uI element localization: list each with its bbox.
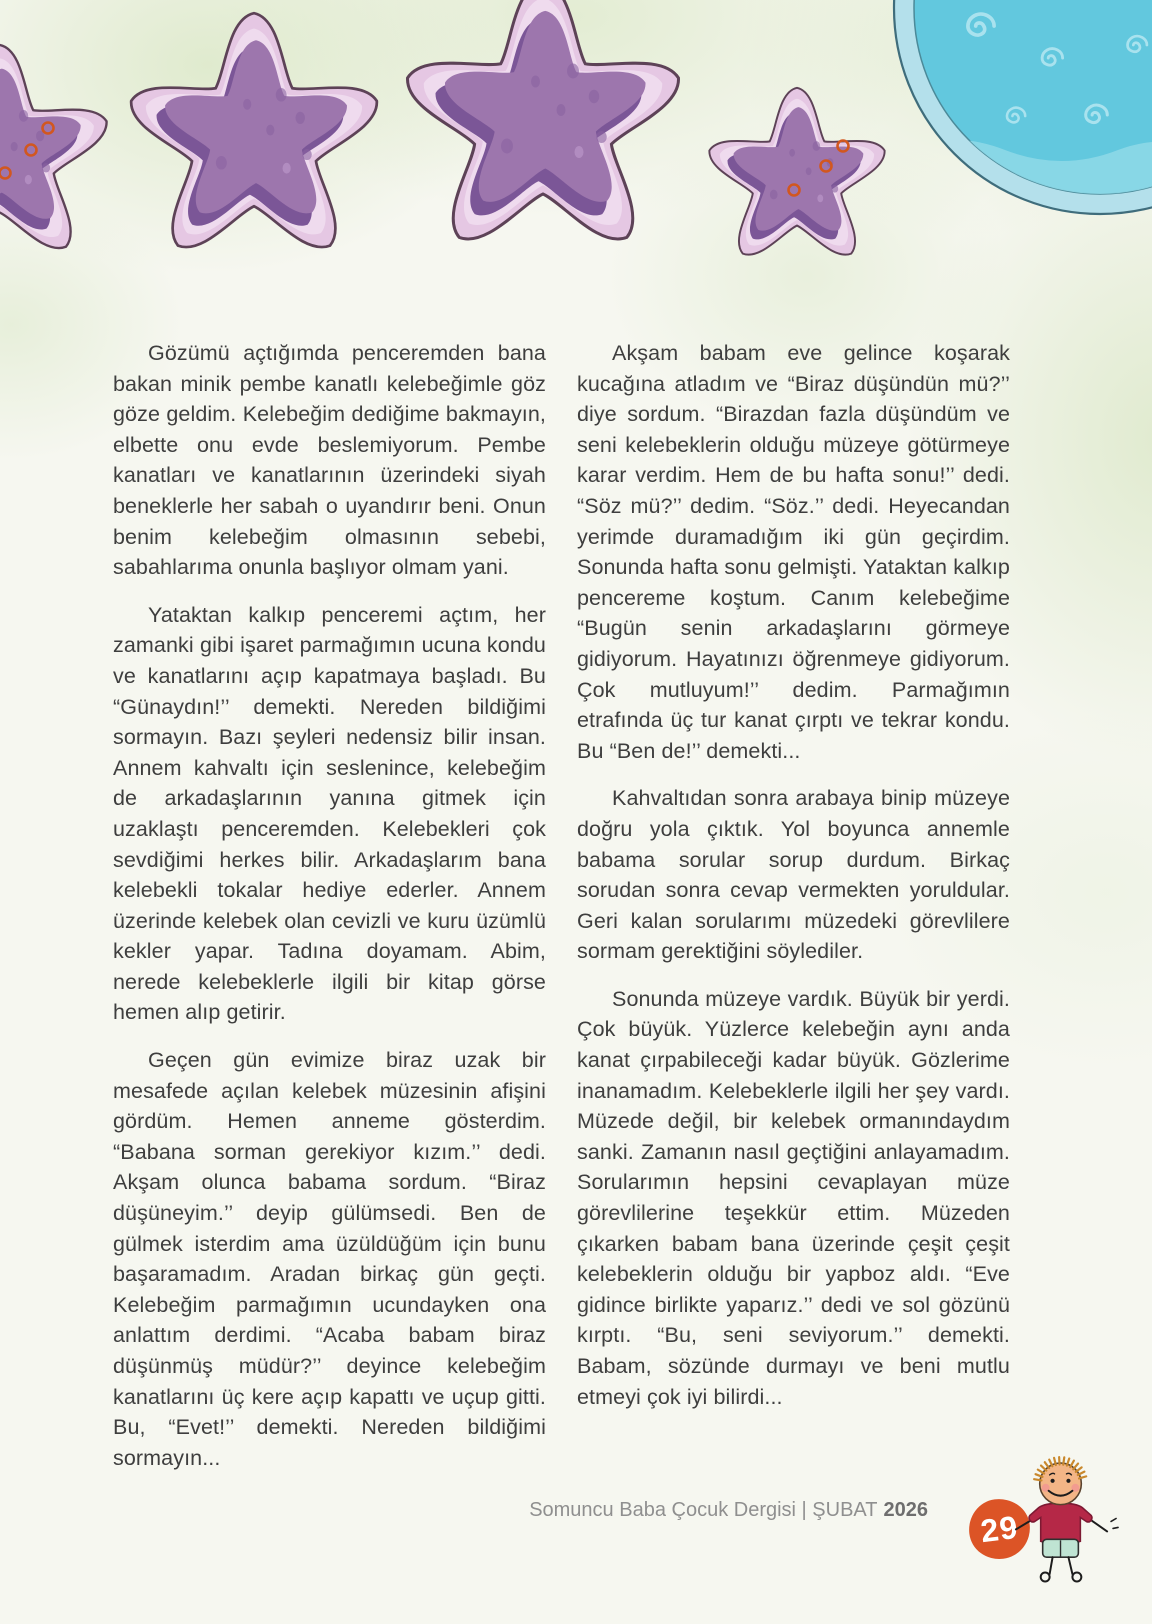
story-paragraph: Gözümü açtığımda penceremden bana bakan minik pembe kanatlı kelebeğimle göz göze geldim. Kelebeğim dediğime bakmayın, elbette onu evde beslemiyorum. Pembe kanatları ve kanatlarının üzerindeki siyah beneklerle her sabah o uyandırır beni. Onun benim kelebeğim olmasının sebebi, sabahlarıma onunla başlıyor olmam yani. [113, 341, 546, 580]
boy-hand-sparkle [1111, 1519, 1118, 1529]
top-decoration [0, 0, 1152, 330]
footer-year: 2026 [883, 1499, 928, 1521]
boy-shorts [1043, 1539, 1079, 1557]
starfish-icon [709, 88, 884, 255]
story-paragraph: Geçen gün evimize biraz uzak bir mesafede açılan kelebek müzesinin afişini gördüm. Hemen anneme gösterdim. “Babana sorman gerekiyor kızım.’’ dedi. Akşam olunca babama sordum. “Biraz düşüneyim.’’ deyip gülümsedi. Ben de gülmek isterdim ama üzüldüğüm için bunu başaramadım. Aradan birkaç gün geçti. Kelebeğim parmağımın ucundayken ona anlattım derdimi. “Acaba babam biraz düşünmüş müdür?’’ deyince kelebeğim kanatlarını üç kere açıp kapattı ve uçup gitti. Bu, “Evet!’’ demekti. Nereden bildiğimi sormayın... [113, 1048, 546, 1470]
story-paragraph: Kahvaltıdan sonra arabaya binip müzeye doğru yola çıktık. Yol boyunca annemle babama sorular sorup durdum. Birkaç sorudan sonra cevap vermekten yoruldular. Geri kalan sorularımı müzedeki görevlilere sormam gerektiğini söylediler. [577, 786, 1010, 964]
story-paragraph: Akşam babam eve gelince koşarak kucağına atladım ve “Biraz düşündün mü?’’ diye sordum. “Birazdan fazla düşündüm ve seni kelebeklerin olduğu müzeye götürmeye karar verdim. Hem de bu hafta sonu!’’ dedi. “Söz mü?’’ dedim. “Söz.’’ dedi. Heyecandan yerimde duramadığım iki gün geçirdim. Sonunda hafta sonu gelmişti. Yataktan kalkıp pencereme koştum. Canım kelebeğime “Bugün senin arkadaşlarını görmeye gidiyorum. Hayatınızı öğrenmeye gidiyorum. Çok mutluyum!’’ dedim. Parmağımın etrafında üç tur kanat çırptı ve tekrar kondu. Bu “Ben de!’’ demekti... [577, 341, 1010, 763]
story-paragraph: Sonunda müzeye vardık. Büyük bir yerdi. Çok büyük. Yüzlerce kelebeğin aynı anda kanat çırpabileceği kadar büyük. Gözlerime inanamadım. Kelebeklerle ilgili her şey vardı. Müzede değil, bir kelebek ormanındaydım sanki. Zamanın nasıl geçtiğini anlayamadım. Sorularımın hepsini cevaplayan müze görevlilerine teşekkür ettim. Müzeden çıkarken babam bana üzerinde çeşit çeşit kelebeklerin olduğu bir yapboz aldı. “Eve gidince birlikte yaparız.’’ dedi ve sol gözünü kırptı. “Bu, seni seviyorum.’’ demekti. Babam, sözünde durmayı ve beni mutlu etmeyi çok iyi bilirdi... [577, 986, 1010, 1409]
footer-credit-text: Somuncu Baba Çocuk Dergisi | ŞUBAT [529, 1499, 878, 1521]
story-column-left [113, 338, 546, 1490]
starfish-icon [131, 13, 377, 247]
story-column-right [577, 338, 1010, 1429]
boy-mascot-icon [1006, 1452, 1120, 1586]
water-bubble-icon [880, 0, 1152, 230]
starfish-icon [0, 45, 107, 248]
footer-credit [529, 1499, 928, 1522]
story-paragraph: Yataktan kalkıp penceremi açtım, her zamanki gibi işaret parmağımın ucuna kondu ve kanatlarını açıp kapatmaya başladı. Bu “Günaydın!’’ demekti. Nereden bildiğimi sormayın. Bazı şeyleri nedensiz bilir insan. Annem kahvaltı için seslenince, kelebeğim de arkadaşlarının yanına gitmek için uzaklaştı penceremden. Kelebekleri çok sevdiğimi herkes bilir. Arkadaşlarım bana kelebekli tokalar hediye ederler. Annem üzerinde kelebek olan cevizli ve kuru üzümlü kekler yapar. Tadına doyamam. Abim, nerede kelebeklerle ilgili bir kitap görse hemen alıp getirir. [113, 602, 546, 1025]
boy-legs [1041, 1557, 1082, 1581]
page-number: 29 [978, 1508, 1021, 1549]
starfish-icon [408, 0, 679, 239]
